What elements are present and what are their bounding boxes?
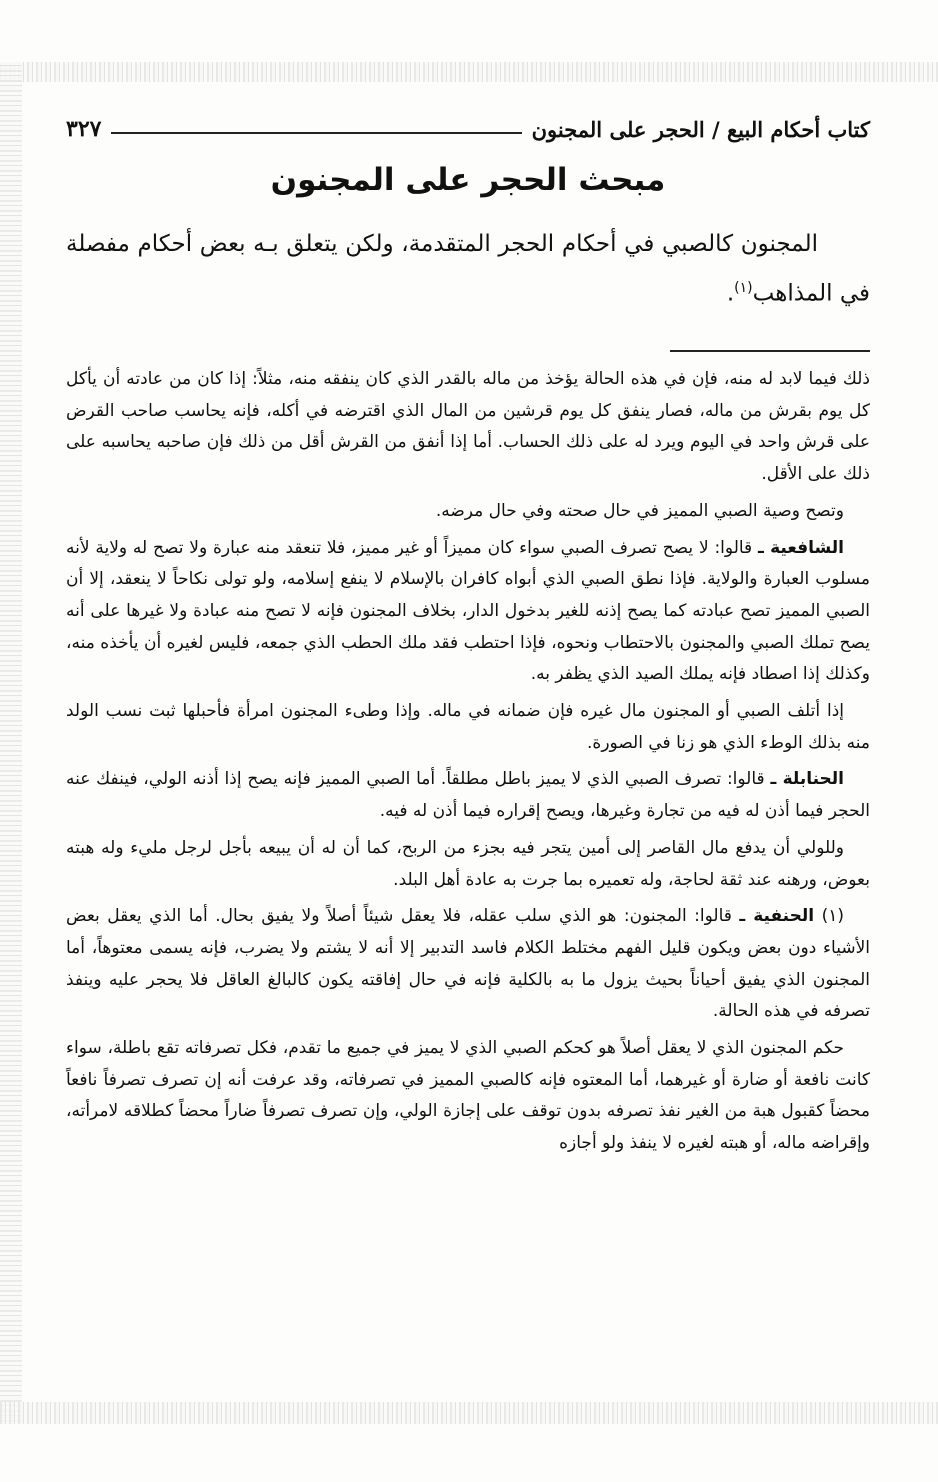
footnote-paragraph: [66, 764, 870, 827]
running-header-title: كتاب أحكام البيع / الحجر على المجنون: [531, 116, 870, 142]
scan-border-bottom: [0, 1402, 938, 1424]
running-header: [66, 112, 870, 146]
footnote-paragraph: إذا أتلف الصبي أو المجنون مال غيره فإن ضمانه في ماله. وإذا وطىء المجنون امرأة فأحبلها ثبت نسب الولد منه بذلك الوطء الذي هو زنا في الصورة.: [66, 701, 870, 753]
footnotes: [66, 364, 870, 1165]
footnote-text: قالوا: تصرف الصبي الذي لا يميز باطل مطلقاً. أما الصبي المميز فإنه يصح إذا أذنه الولي، فينفك عنه الحجر فيما أذن له فيه من تجارة وغيرها، ويصح إقراره فيما أذن له فيه.: [66, 769, 870, 822]
section-title: مبحث الحجر على المجنون: [270, 162, 666, 198]
footnote-paragraph: وتصح وصية الصبي المميز في حال صحته وفي حال مرضه.: [435, 500, 844, 521]
footnote-paragraph: [66, 901, 870, 1028]
footnote-text: قالوا: المجنون: هو الذي سلب عقله، فلا يعقل شيئاً أصلاً ولا يفيق بحال. أما الذي يعقل بعض الأشياء دون بعض ويكون قليل الفهم مختلط الكلام فاسد التدبير إلا أنه لا يشتم ولا يضرب، فإنه يسمى معتوهاً، أما المجنون الذي يفيق أحياناً بحيث يزول ما به بالكلية فإنه في حال إفاقته يكون كالبالغ العاقل فلا يحجر عليه وينفذ تصرفه في هذه الحالة.: [66, 906, 870, 1022]
scan-border-top: [0, 62, 938, 82]
footnote-paragraph: حكم المجنون الذي لا يعقل أصلاً هو كحكم الصبي الذي لا يميز في جميع ما تقدم، فكل تصرفاته تقع باطلة، سواء كانت نافعة أو ضارة أو غيرهما، أما المعتوه فإنه كالصبي المميز في تصرفاته، وقد عرفت أنه إن تصرف تصرفاً نافعاً محضاً كقبول هبة من الغير نفذ تصرفه بدون توقف على إجازة الولي، وإن تصرف تصرفاً ضاراً محضاً كطلاقه لامرأته، وإقراضه ماله، أو هبته لغيره لا ينفذ ولو أجازه: [66, 1038, 870, 1154]
intro-paragraph: [66, 222, 870, 316]
scan-border-left: [0, 62, 22, 1422]
footnote-paragraph: ذلك فيما لابد له منه، فإن في هذه الحالة يؤخذ من ماله بالقدر الذي كان ينفقه منه، مثلاً: إذا كان من عادته أن يأكل كل يوم بقرش من ماله، فصار ينفق كل يوم قرشين من المال الذي اقترضه في أكله، فإنه يحاسب صاحب القرض على قرش واحد في اليوم ويرد له على ذلك الحساب. أما إذا أنفق من القرش أقل من ذلك فإن صاحبه يحاسبه على ذلك على الأقل.: [66, 369, 870, 485]
footnote-paragraph: وللولي أن يدفع مال القاصر إلى أمين يتجر فيه بجزء من الربح، كما أن له أن يبيعه بأجل لرجل مليء وله هبته بعوض، ورهنه عند ثقة لحاجة، وله تعميره بما جرت به عادة أهل البلد.: [66, 837, 870, 890]
intro-text: المجنون كالصبي في أحكام الحجر المتقدمة، ولكن يتعلق بـه بعض أحكام مفصلة في المذاهب: [66, 231, 870, 307]
footnote-paragraph: [66, 533, 870, 692]
footnote-separator: [670, 350, 870, 352]
header-rule: [111, 132, 521, 134]
footnote-text: قالوا: لا يصح تصرف الصبي سواء كان مميزاً أو غير مميز، فلا تنعقد منه عبارة ولا تصح له ولاية لأنه مسلوب العبارة والولاية. فإذا نطق الصبي الذي أبواه كافران بالإسلام لا ينفع إسلامه، ولو تولى نكاحاً لا ينعقد، إلا أن الصبي المميز تصح عبادته كما يصح إذنه للغير بدخول الدار، بخلاف المجنون فإنه لا تصح منه عبادة ولا غيرها على أنه يصح تملك الصبي والمجنون بالاحتطاب ونحوه، فإذا احتطب فقد ملك الحطب الذي جمعه، فليس لغيره أن يأخذه منه، وكذلك إذا اصطاد فإنه يملك الصيد الذي يظفر به.: [66, 537, 870, 685]
intro-end: .: [726, 280, 735, 307]
page-number: ٣٢٧: [66, 116, 102, 142]
footnote-number: (١): [821, 906, 845, 927]
school-label-hanafi: الحنفية ـ: [739, 906, 815, 927]
footnote-reference: (١): [734, 280, 753, 296]
school-label-shafii: الشافعية ـ: [757, 537, 844, 558]
school-label-hanbali: الحنابلة ـ: [770, 769, 845, 790]
